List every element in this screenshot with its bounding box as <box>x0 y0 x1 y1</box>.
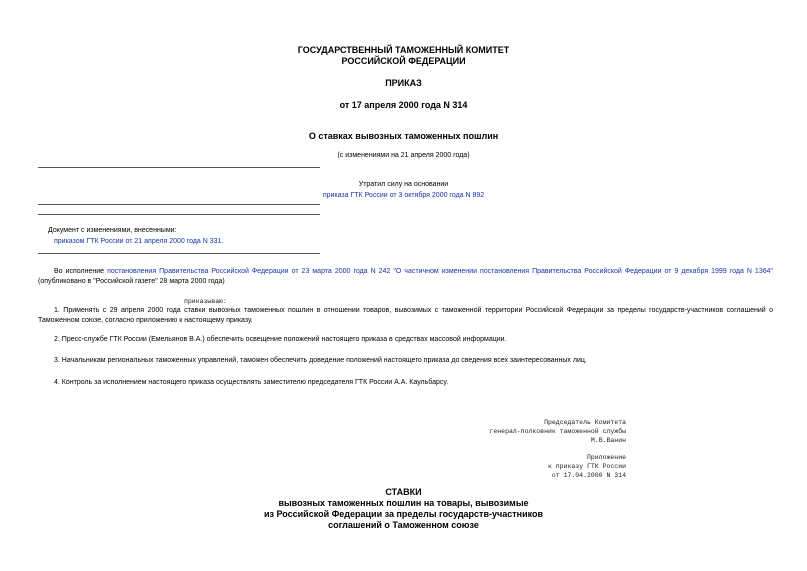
signature-rank: генерал-полковник таможенной службы <box>489 428 626 435</box>
org-name-line2: РОССИЙСКОЙ ФЕДЕРАЦИИ <box>341 56 466 66</box>
order-item-4: 4. Контроль за исполнением настоящего приказа осуществлять заместителю председателя ГТК России А.А. Каульбарсу. <box>54 379 449 386</box>
preamble <box>38 267 773 287</box>
signature-block <box>489 418 626 445</box>
divider <box>38 253 320 254</box>
order-word: приказываю: <box>184 298 227 305</box>
order-item-3: 3. Начальникам региональных таможенных управлений, таможен обеспечить доведение положений настоящего приказа до сведения всех заинтересованных лиц. <box>54 357 587 364</box>
doc-type: ПРИКАЗ <box>385 78 422 88</box>
amendment-link[interactable]: приказом ГТК России от 21 апреля 2000 года N 331 <box>54 238 222 245</box>
repeal-link[interactable]: приказа ГТК России от 3 октября 2000 года N 892 <box>322 192 485 199</box>
preamble-text-before: Во исполнение <box>54 268 108 275</box>
org-name-line1: ГОСУДАРСТВЕННЫЙ ТАМОЖЕННЫЙ КОМИТЕТ <box>297 45 510 55</box>
appendix-ref: к приказу ГТК России <box>547 463 626 470</box>
doc-title: О ставках вывозных таможенных пошлин <box>308 131 499 141</box>
rates-subtitle-line1: вывозных таможенных пошлин на товары, вывозимые <box>278 498 529 508</box>
appendix-date: от 17.04.2000 N 314 <box>551 472 626 479</box>
divider <box>38 167 320 168</box>
rates-title: СТАВКИ <box>385 487 422 497</box>
rates-subtitle-line3: соглашений о Таможенном союзе <box>328 520 479 530</box>
divider <box>38 214 320 215</box>
amendment-suffix: . <box>221 238 224 245</box>
status-line: Утратил силу на основании <box>358 181 449 188</box>
preamble-text-after: (опубликовано в "Российской газете" 28 марта 2000 года) <box>38 278 225 285</box>
rates-subtitle-line2: из Российской Федерации за пределы государств-участников <box>263 509 544 519</box>
order-item-2: 2. Пресс-службе ГТК России (Емельянов В.А.) обеспечить освещение положений настоящего приказа в средствах массовой информации. <box>54 336 507 343</box>
doc-date: от 17 апреля 2000 года N 314 <box>339 100 468 110</box>
government-decree-link[interactable]: постановления Правительства Российской Федерации от 23 марта 2000 года N 242 "О частичном изменении постановления Правительства Российской Федерации от 9 декабря 1999 года N 1364" <box>107 268 773 275</box>
changes-label: Документ с изменениями, внесенными: <box>48 227 177 234</box>
changes-note: (с изменениями на 21 апреля 2000 года) <box>337 152 470 159</box>
signature-name: М.В.Ванин <box>590 437 626 444</box>
signature-position: Председатель Комитета <box>544 419 626 426</box>
appendix-label: Приложение <box>586 454 626 461</box>
order-item-1: 1. Применять с 29 апреля 2000 года ставки вывозных таможенных пошлин в отношении товаров, вывозимых с таможенной территории Российской Федерации за пределы государств-участников соглашений о Таможенном союзе, согласно приложению к настоящему приказу. <box>38 307 773 324</box>
divider <box>38 204 320 205</box>
appendix-block <box>548 453 626 480</box>
